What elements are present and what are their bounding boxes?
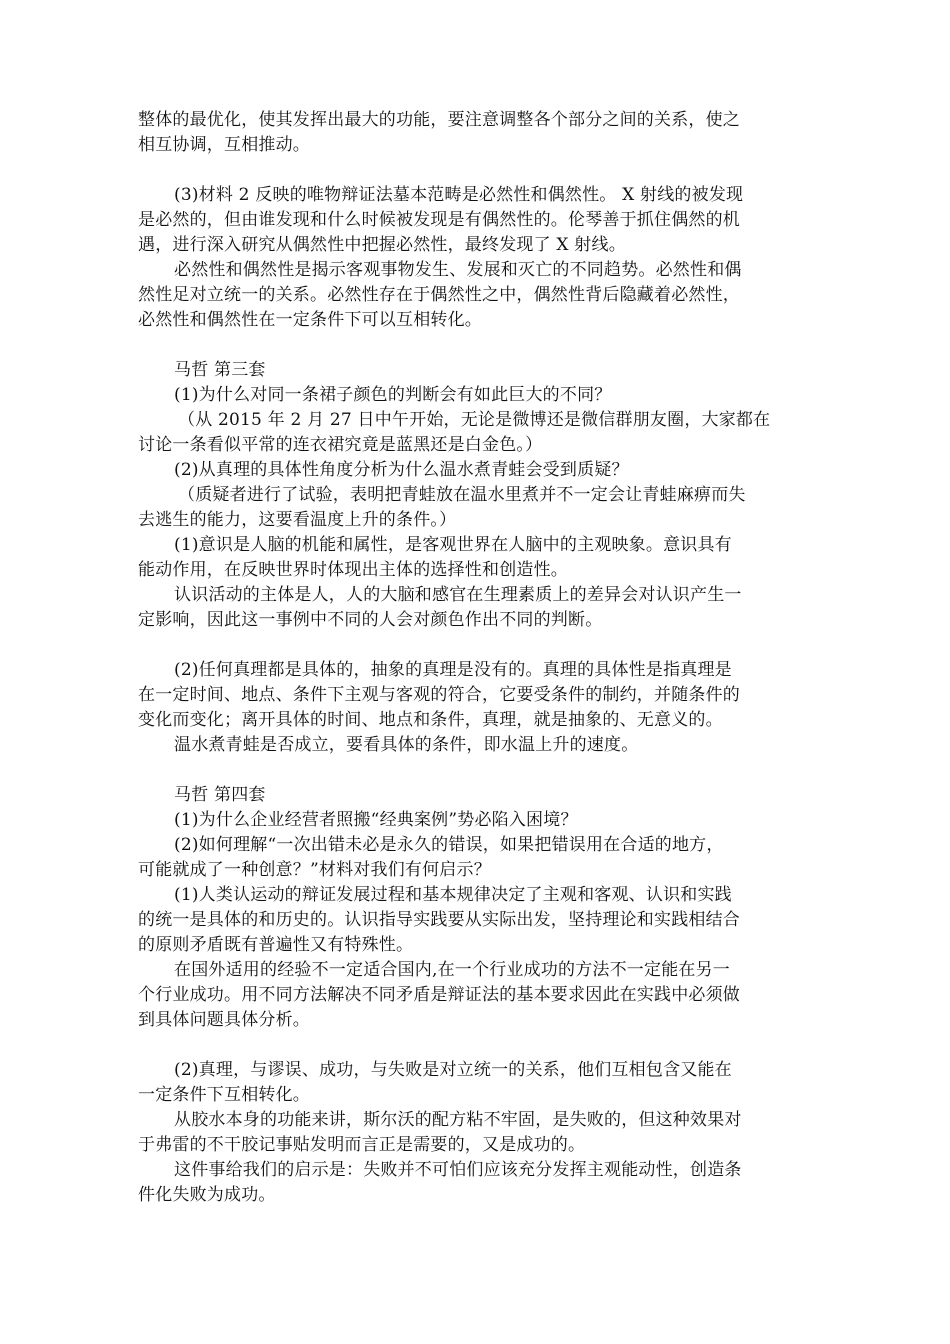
text-line: 这件事给我们的启示是：失败并不可怕们应该充分发挥主观能动性，创造条 xyxy=(174,1160,742,1180)
text-line: 遇，进行深入研究从偶然性中把握必然性，最终发现了 X 射线。 xyxy=(138,235,626,255)
paragraph-gap xyxy=(138,1033,810,1058)
text-line: (1)意识是人脑的机能和属性，是客观世界在人脑中的主观映象。意识具有 xyxy=(174,535,732,555)
text-line: (2)任何真理都是具体的，抽象的真理是没有的。真理的具体性是指真理是 xyxy=(174,660,732,680)
text-line: 能动作用，在反映世界时体现出主体的选择性和创造性。 xyxy=(138,560,568,580)
text-line: 变化而变化；离开具体的时间、地点和条件，真理，就是抽象的、无意义的。 xyxy=(138,710,723,730)
text-line: (1)为什么企业经营者照搬“经典案例”势必陷入困境？ xyxy=(174,810,578,830)
text-line: (2)如何理解“一次出错未必是永久的错误，如果把错误用在合适的地方， xyxy=(174,835,724,855)
text-line: 从胶水本身的功能来讲，斯尔沃的配方粘不牢固，是失败的，但这种效果对 xyxy=(174,1110,742,1130)
text-line: 在国外适用的经验不一定适合国内,在一个行业成功的方法不一定能在另一 xyxy=(174,960,731,980)
text-line: 必然性和偶然性是揭示客观事物发生、发展和灭亡的不同趋势。必然性和偶 xyxy=(174,260,742,280)
paragraph-gap xyxy=(138,758,810,783)
text-line: 整体的最优化，使其发挥出最大的功能，要注意调整各个部分之间的关系，使之 xyxy=(138,110,740,130)
text-line: (2)从真理的具体性角度分析为什么温水煮青蛙会受到质疑？ xyxy=(174,460,629,480)
text-line: （从 2015 年 2 月 27 日中午开始，无论是微博还是微信群朋友圈，大家都在 xyxy=(178,410,771,430)
section-heading: 马哲 第三套 xyxy=(174,360,266,380)
text-line: （质疑者进行了试验，表明把青蛙放在温水里煮并不一定会让青蛙麻痹而失 xyxy=(178,485,746,505)
text-line: (1)人类认运动的辩证发展过程和基本规律决定了主观和客观、认识和实践 xyxy=(174,885,732,905)
paragraph-gap xyxy=(138,333,810,358)
text-line: 定影响，因此这一事例中不同的人会对颜色作出不同的判断。 xyxy=(138,610,603,630)
paragraph-gap xyxy=(138,158,810,183)
text-line: 温水煮青蛙是否成立，要看具体的条件，即水温上升的速度。 xyxy=(174,735,639,755)
text-line: 然性足对立统一的关系。必然性存在于偶然性之中，偶然性背后隐藏着必然性， xyxy=(138,285,740,305)
text-line: 讨论一条看似平常的连衣裙究竟是蓝黑还是白金色。） xyxy=(138,435,543,455)
text-line: 必然性和偶然性在一定条件下可以互相转化。 xyxy=(138,310,482,330)
text-line: 在一定时间、地点、条件下主观与客观的符合，它要受条件的制约，并随条件的 xyxy=(138,685,740,705)
text-line: 于弗雷的不干胶记事贴发明而言正是需要的，又是成功的。 xyxy=(138,1135,586,1155)
section-heading: 马哲 第四套 xyxy=(174,785,266,805)
text-line: (1)为什么对同一条裙子颜色的判断会有如此巨大的不同？ xyxy=(174,385,612,405)
paragraph-gap xyxy=(138,633,810,658)
text-line: 可能就成了一种创意？”材料对我们有何启示？ xyxy=(138,860,491,880)
text-line: 个行业成功。用不同方法解决不同矛盾是辩证法的基本要求因此在实践中必须做 xyxy=(138,985,740,1005)
text-line: (3)材料 2 反映的唯物辩证法墓本范畴是必然性和偶然性。 X 射线的被发现 xyxy=(174,185,744,205)
text-line: 到具体问题具体分析。 xyxy=(138,1010,310,1030)
text-line: 一定条件下互相转化。 xyxy=(138,1085,310,1105)
text-line: 去逃生的能力，这要看温度上升的条件。） xyxy=(138,510,457,530)
text-line: 的原则矛盾既有普遍性又有特殊性。 xyxy=(138,935,414,955)
text-line: 是必然的，但由谁发现和什么时候被发现是有偶然性的。伦琴善于抓住偶然的机 xyxy=(138,210,740,230)
text-line: 件化失败为成功。 xyxy=(138,1185,276,1205)
text-line: 认识活动的主体是人，人的大脑和感官在生理素质上的差异会对认识产生一 xyxy=(174,585,742,605)
text-line: (2)真理，与谬误、成功，与失败是对立统一的关系，他们互相包含又能在 xyxy=(174,1060,732,1080)
text-line: 相互协调，互相推动。 xyxy=(138,135,310,155)
text-line: 的统一是具体的和历史的。认识指导实践要从实际出发，坚持理论和实践相结合 xyxy=(138,910,740,930)
document-page xyxy=(138,108,810,1208)
